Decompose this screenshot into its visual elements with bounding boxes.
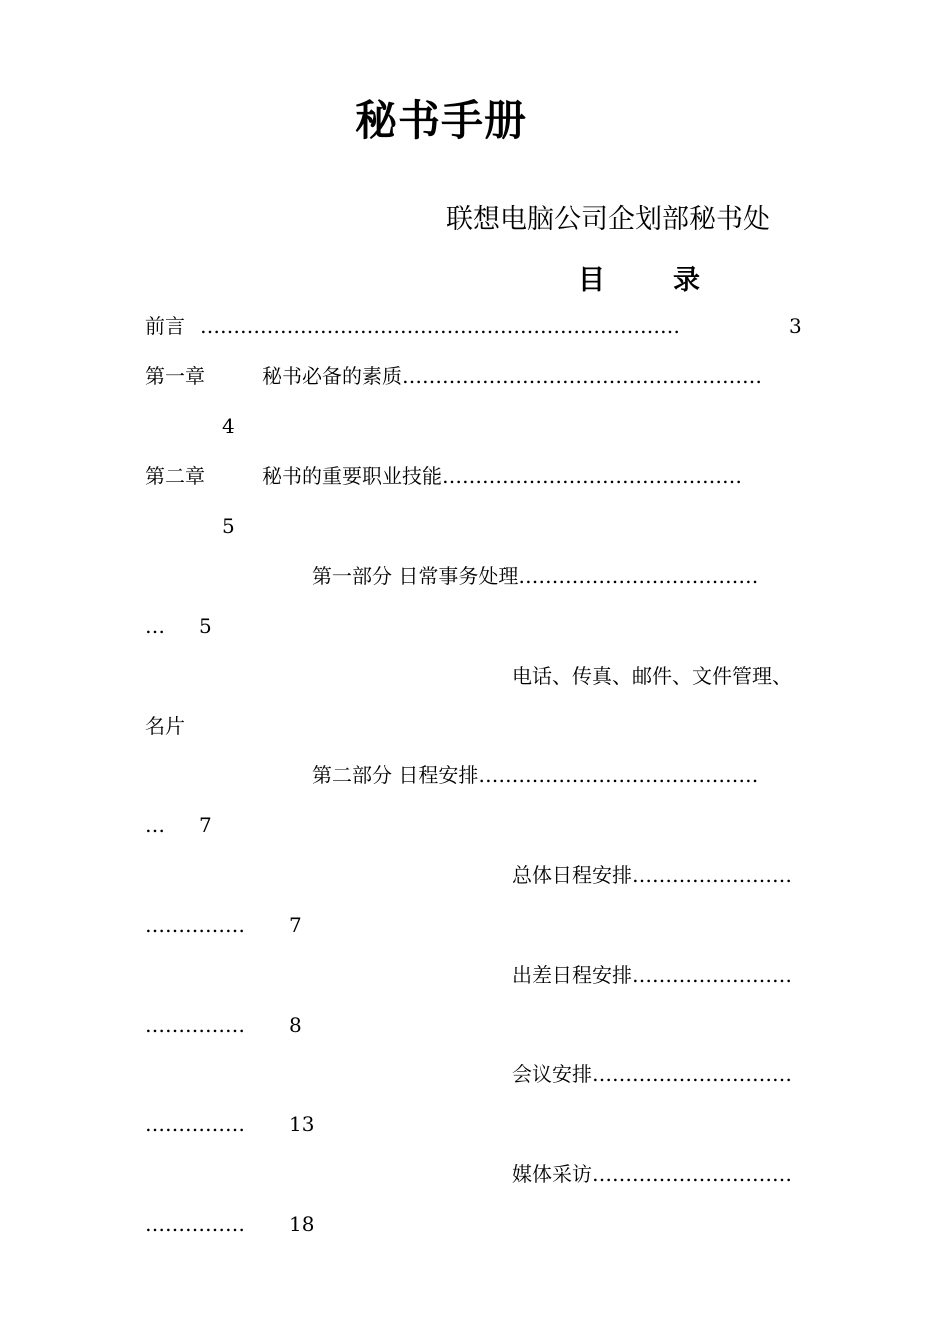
toc-item-page: 8 xyxy=(289,1013,302,1037)
toc-part-2-leader: … xyxy=(145,813,165,837)
document-subtitle: 联想电脑公司企划部秘书处 xyxy=(446,204,770,235)
toc-part-1-leader: … xyxy=(145,614,165,638)
toc-item-leader: …………… xyxy=(145,913,245,937)
toc-item-leader: …………… xyxy=(145,1212,245,1236)
toc-entry-preface-leader: ……………………………………………………………… xyxy=(200,314,680,338)
toc-item-title: 总体日程安排…………………… xyxy=(512,863,792,887)
toc-item-page: 13 xyxy=(289,1112,315,1136)
toc-part-2-page: 7 xyxy=(199,813,212,837)
toc-heading-char-1: 目 xyxy=(578,265,605,296)
toc-part-1-description-cont: 名片 xyxy=(145,714,185,738)
toc-item-leader: …………… xyxy=(145,1013,245,1037)
toc-part-1-title: 第一部分 日常事务处理……………………………… xyxy=(312,564,759,588)
toc-chapter-1-page: 4 xyxy=(222,414,235,438)
toc-chapter-1-title: 秘书必备的素质……………………………………………… xyxy=(262,364,762,388)
toc-entry-preface-label: 前言 xyxy=(145,314,185,338)
toc-item-title: 出差日程安排…………………… xyxy=(512,963,792,987)
toc-chapter-2-page: 5 xyxy=(222,514,235,538)
toc-chapter-2-number: 第二章 xyxy=(145,464,205,488)
toc-item-page: 18 xyxy=(289,1212,315,1236)
toc-item-page: 7 xyxy=(289,913,302,937)
toc-entry-preface-page: 3 xyxy=(789,314,802,338)
toc-item-title: 媒体采访………………………… xyxy=(512,1162,792,1186)
toc-part-1-description: 电话、传真、邮件、文件管理、 xyxy=(512,664,792,688)
toc-item-leader: …………… xyxy=(145,1112,245,1136)
toc-part-1-page: 5 xyxy=(199,614,212,638)
toc-item-title: 会议安排………………………… xyxy=(512,1062,792,1086)
toc-chapter-2-title: 秘书的重要职业技能……………………………………… xyxy=(262,464,742,488)
toc-heading-char-2: 录 xyxy=(673,265,700,296)
toc-part-2-title: 第二部分 日程安排…………………………………… xyxy=(312,763,759,787)
toc-chapter-1-number: 第一章 xyxy=(145,364,205,388)
document-title: 秘书手册 xyxy=(355,96,528,145)
